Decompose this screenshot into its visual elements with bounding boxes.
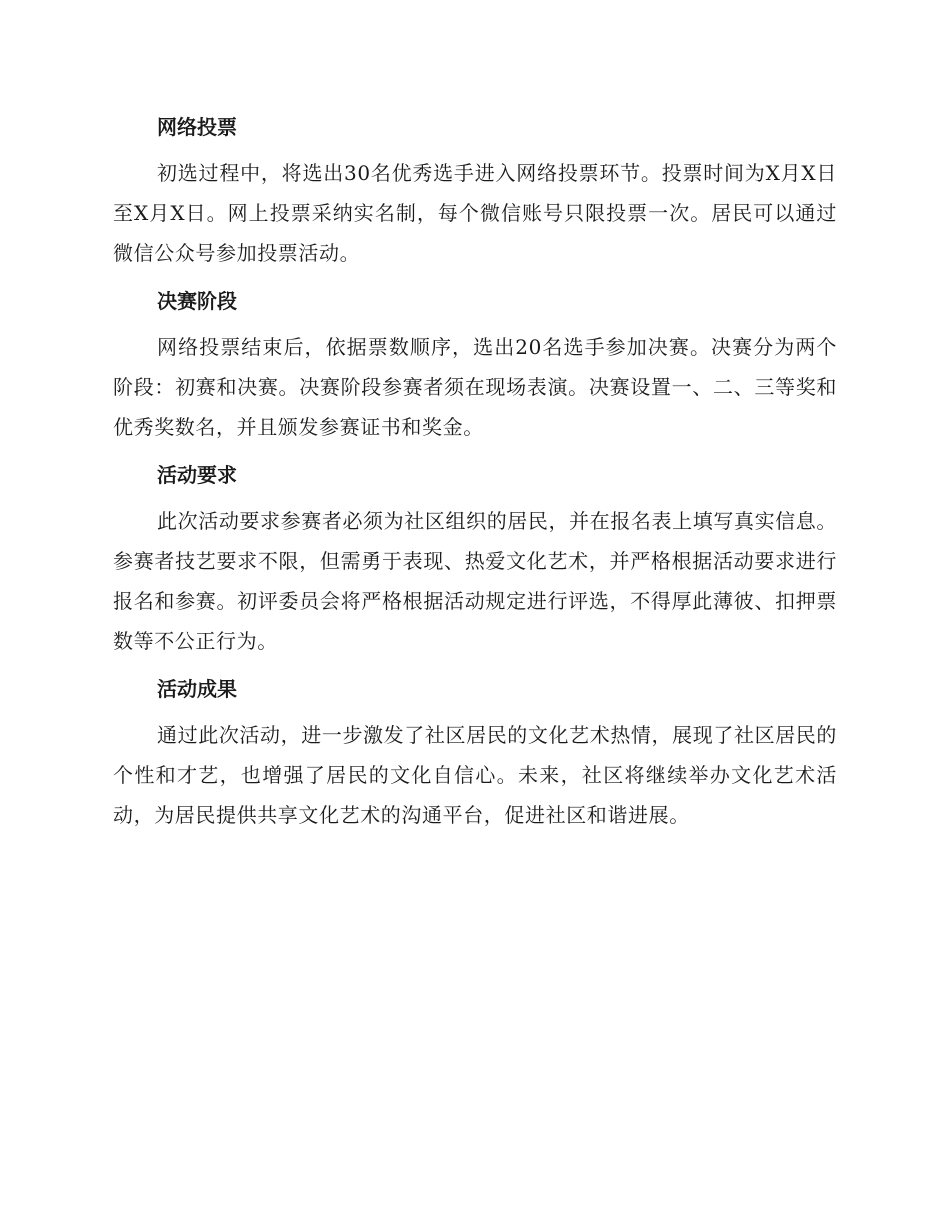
section-heading: 活动成果 [157,677,237,701]
section-final-stage [113,282,837,447]
section-requirements [113,456,837,661]
section-results [113,670,837,835]
section-paragraph: 初选过程中，将选出30名优秀选手进入网络投票环节。投票时间为X月X日至X月X日。网上投票采纳实名制，每个微信账号只限投票一次。居民可以通过微信公众号参加投票活动。 [113,161,837,265]
section-online-voting [113,108,837,273]
section-paragraph: 此次活动要求参赛者必须为社区组织的居民，并在报名表上填写真实信息。参赛者技艺要求不限，但需勇于表现、热爱文化艺术，并严格根据活动要求进行报名和参赛。初评委员会将严格根据活动规定进行评选，不得厚此薄彼、扣押票数等不公正行为。 [113,509,837,653]
section-paragraph: 通过此次活动，进一步激发了社区居民的文化艺术热情，展现了社区居民的个性和才艺，也增强了居民的文化自信心。未来，社区将继续举办文化艺术活动，为居民提供共享文化艺术的沟通平台，促进社区和谐进展。 [113,723,837,827]
section-heading: 决赛阶段 [157,289,237,313]
section-paragraph: 网络投票结束后，依据票数顺序，选出20名选手参加决赛。决赛分为两个阶段：初赛和决赛。决赛阶段参赛者须在现场表演。决赛设置一、二、三等奖和优秀奖数名，并且颁发参赛证书和奖金。 [113,335,837,439]
document-page [113,108,837,844]
section-heading: 活动要求 [157,463,237,487]
section-heading: 网络投票 [157,115,237,139]
